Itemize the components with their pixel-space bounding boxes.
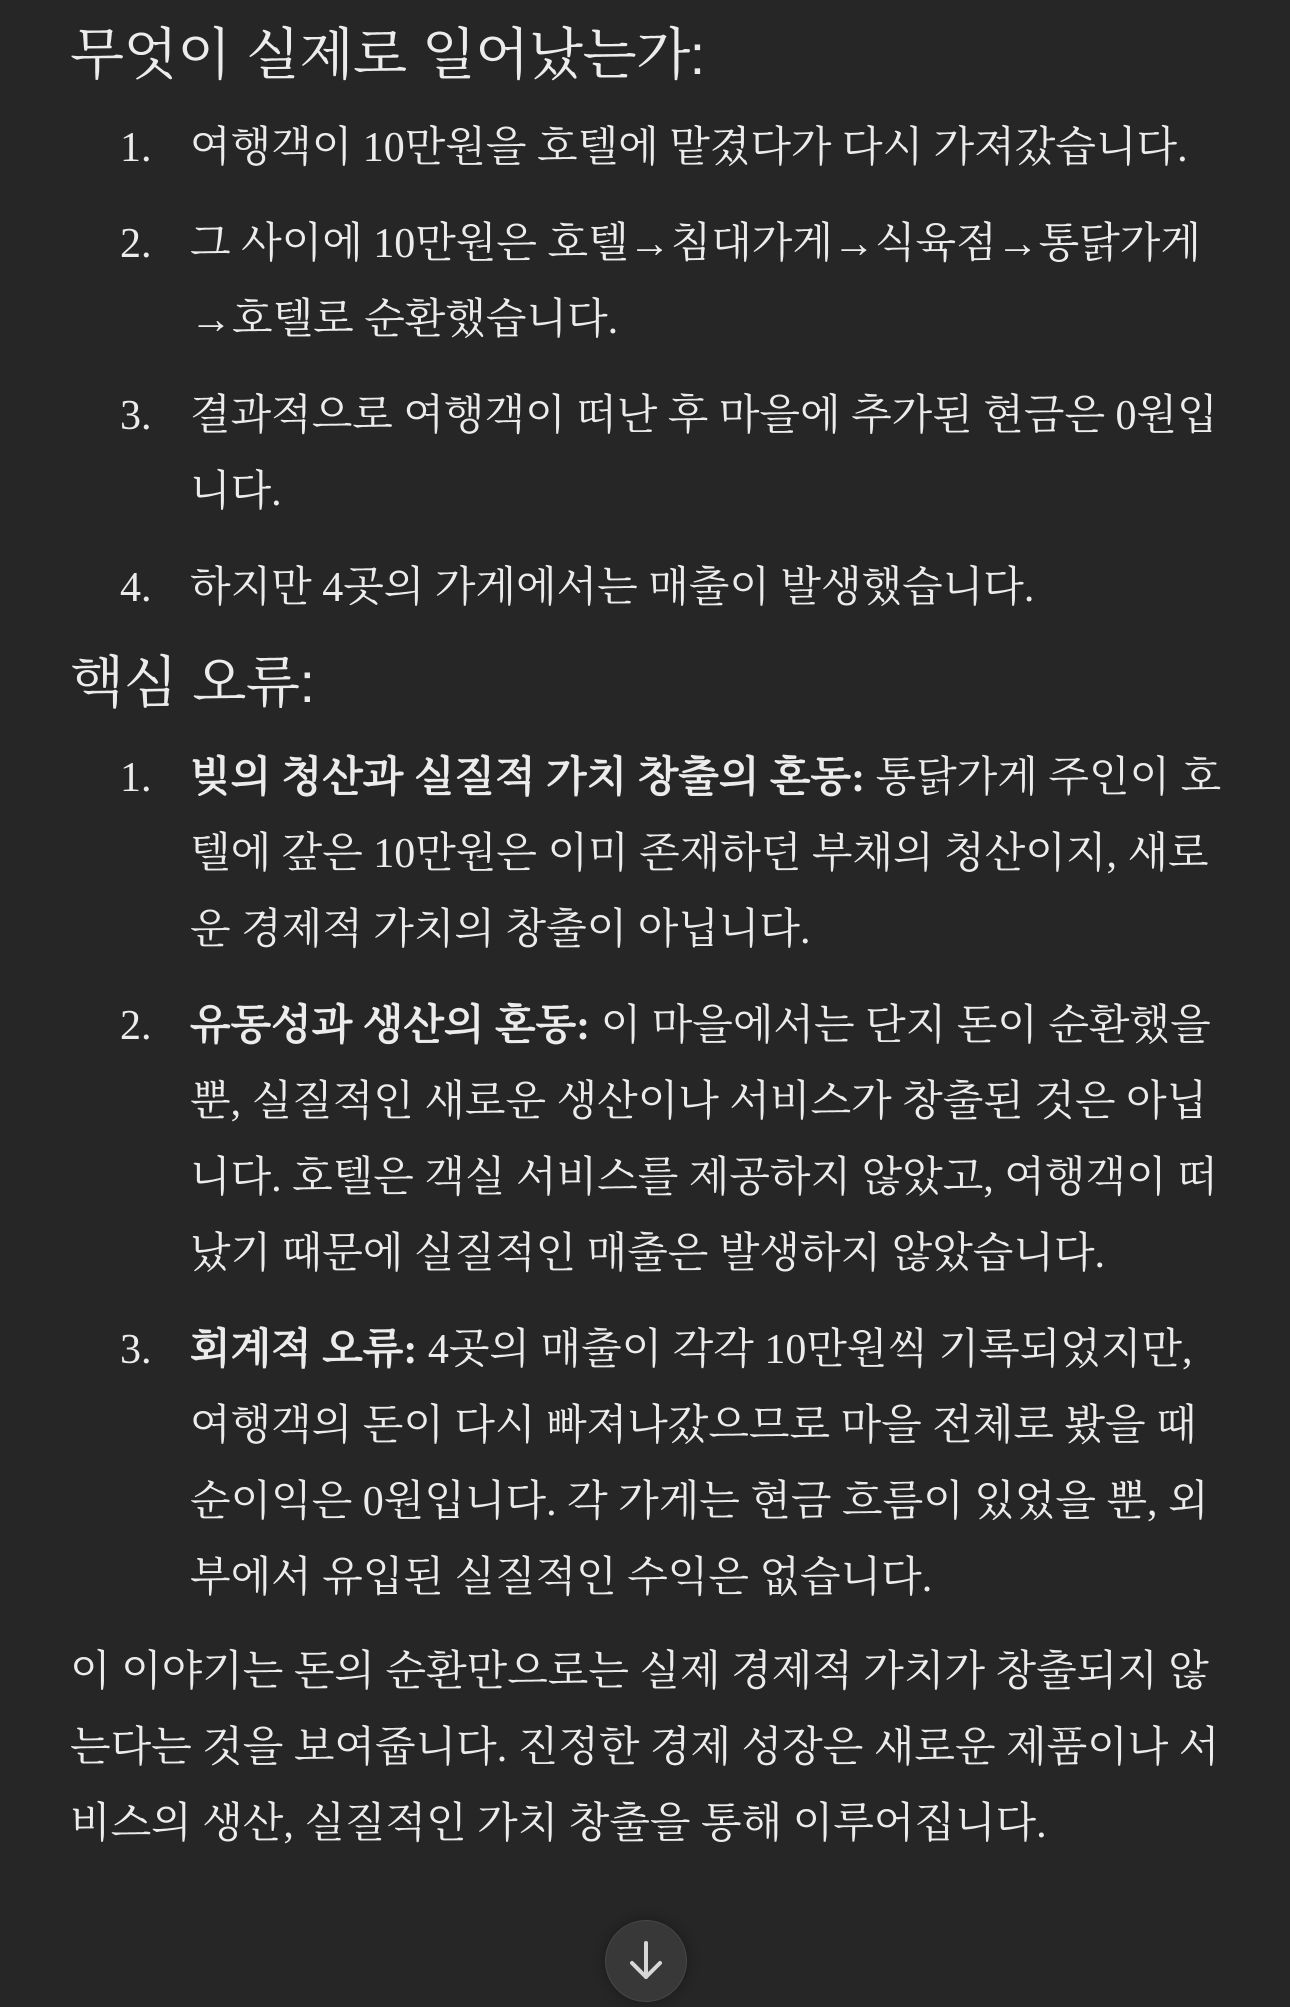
list-item-title: 빚의 청산과 실질적 가치 창출의 혼동: xyxy=(190,755,866,801)
section-heading-core-errors: 핵심 오류: xyxy=(70,651,315,714)
list-item-text: 여행객이 10만원을 호텔에 맡겼다가 다시 가져갔습니다. xyxy=(190,125,1188,171)
closing-paragraph: 이 이야기는 돈의 순환만으로는 실제 경제적 가치가 창출되지 않는다는 것을 보여줍니다. 진정한 경제 성장은 새로운 제품이나 서비스의 생산, 실질적인 가치 창출을 통해 이루어집니다. xyxy=(70,1649,1220,1847)
list-item-text: 하지만 4곳의 가게에서는 매출이 발생했습니다. xyxy=(190,565,1035,611)
section-heading-what-happened: 무엇이 실제로 일어났는가: xyxy=(70,23,705,86)
list-item xyxy=(70,550,1230,626)
list-item-title: 회계적 오류: xyxy=(190,1327,418,1373)
list-item-text: 그 사이에 10만원은 호텔→침대가게→식육점→통닭가게→호텔로 순환했습니다. xyxy=(190,221,1201,343)
scroll-to-bottom-button[interactable] xyxy=(605,1920,687,2002)
list-item xyxy=(70,378,1230,530)
list-number: 3. xyxy=(120,1327,152,1373)
list-item-text: 결과적으로 여행객이 떠난 후 마을에 추가된 현금은 0원입니다. xyxy=(190,393,1218,515)
list-number: 2. xyxy=(120,221,152,267)
list-item-title: 유동성과 생산의 혼동: xyxy=(190,1003,591,1049)
list-item xyxy=(70,110,1230,186)
list-number: 1. xyxy=(120,125,152,171)
list-number: 2. xyxy=(120,1003,152,1049)
list-item xyxy=(70,206,1230,358)
message-content xyxy=(70,0,1230,1862)
arrow-down-icon xyxy=(626,1939,666,1983)
list-item xyxy=(70,740,1230,968)
core-errors-list xyxy=(70,740,1230,1616)
list-number: 3. xyxy=(120,393,152,439)
list-item-text: 통닭가게 주인이 호텔에 갚은 10만원은 이미 존재하던 부채의 청산이지, 새로운 경제적 가치의 창출이 아닙니다. xyxy=(190,755,1222,953)
list-item xyxy=(70,988,1230,1292)
list-number: 1. xyxy=(120,755,152,801)
list-item-text: 4곳의 매출이 각각 10만원씩 기록되었지만, 여행객의 돈이 다시 빠져나갔으므로 마을 전체로 봤을 때 순이익은 0원입니다. 각 가게는 현금 흐름이 있었을 뿐, 외부에서 유입된 실질적인 수익은 없습니다. xyxy=(190,1327,1209,1601)
list-item xyxy=(70,1312,1230,1616)
list-item-text: 이 마을에서는 단지 돈이 순환했을 뿐, 실질적인 새로운 생산이나 서비스가 창출된 것은 아닙니다. 호텔은 객실 서비스를 제공하지 않았고, 여행객이 떠났기 때문에 실질적인 매출은 발생하지 않았습니다. xyxy=(190,1003,1218,1277)
what-happened-list xyxy=(70,110,1230,626)
list-number: 4. xyxy=(120,565,152,611)
